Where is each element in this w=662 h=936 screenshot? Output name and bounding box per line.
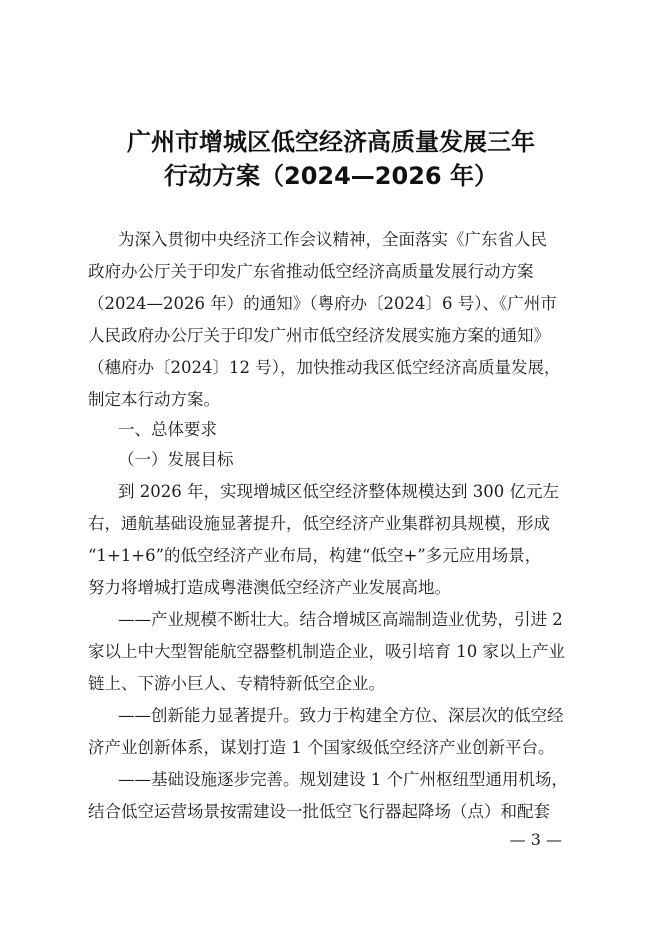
industry-line: 链上、下游小巨人、专精特新低空企业。 — [88, 674, 385, 693]
document-title-line2: 行动方案（2024—2026 年） — [164, 162, 498, 190]
goal-line: “1+1+6”的低空经济产业布局，构建“低空+”多元应用场景， — [88, 546, 542, 565]
infrastructure-line: ——基础设施逐步完善。规划建设 1 个广州枢纽型通用机场， — [118, 770, 568, 789]
innovation-line: 济产业创新体系，谋划打造 1 个国家级低空经济产业创新平台。 — [88, 738, 555, 757]
preamble-line: 政府办公厅关于印发广东省推动低空经济高质量发展行动方案 — [88, 262, 534, 281]
industry-line: ——产业规模不断壮大。结合增城区高端制造业优势，引进 2 — [118, 610, 563, 629]
preamble-line: 制定本行动方案。 — [88, 390, 220, 409]
preamble-line: 为深入贯彻中央经济工作会议精神，全面落实《广东省人民 — [118, 230, 547, 249]
infrastructure-line: 结合低空运营场景按需建设一批低空飞行器起降场（点）和配套 — [88, 802, 550, 821]
industry-line: 家以上中大型智能航空器整机制造企业，吸引培育 10 家以上产业 — [88, 642, 565, 661]
preamble-line: （穗府办〔2024〕12 号），加快推动我区低空经济高质量发展， — [88, 358, 561, 377]
innovation-line: ——创新能力显著提升。致力于构建全方位、深层次的低空经 — [118, 706, 564, 725]
page-number: — 3 — — [509, 830, 562, 849]
section-heading: 一、总体要求 — [118, 420, 217, 439]
subsection-heading: （一）发展目标 — [118, 450, 234, 469]
goal-line: 右，通航基础设施显著提升，低空经济产业集群初具规模，形成 — [88, 514, 550, 533]
preamble-line: （2024—2026 年）的通知》（粤府办〔2024〕6 号）、《广州市 — [88, 294, 557, 313]
goal-line: 到 2026 年，实现增城区低空经济整体规模达到 300 亿元左 — [118, 482, 559, 501]
preamble-line: 人民政府办公厅关于印发广州市低空经济发展实施方案的通知》 — [88, 326, 550, 345]
goal-line: 努力将增城打造成粤港澳低空经济产业发展高地。 — [88, 578, 451, 597]
document-title-line1: 广州市增城区低空经济高质量发展三年 — [127, 128, 535, 156]
